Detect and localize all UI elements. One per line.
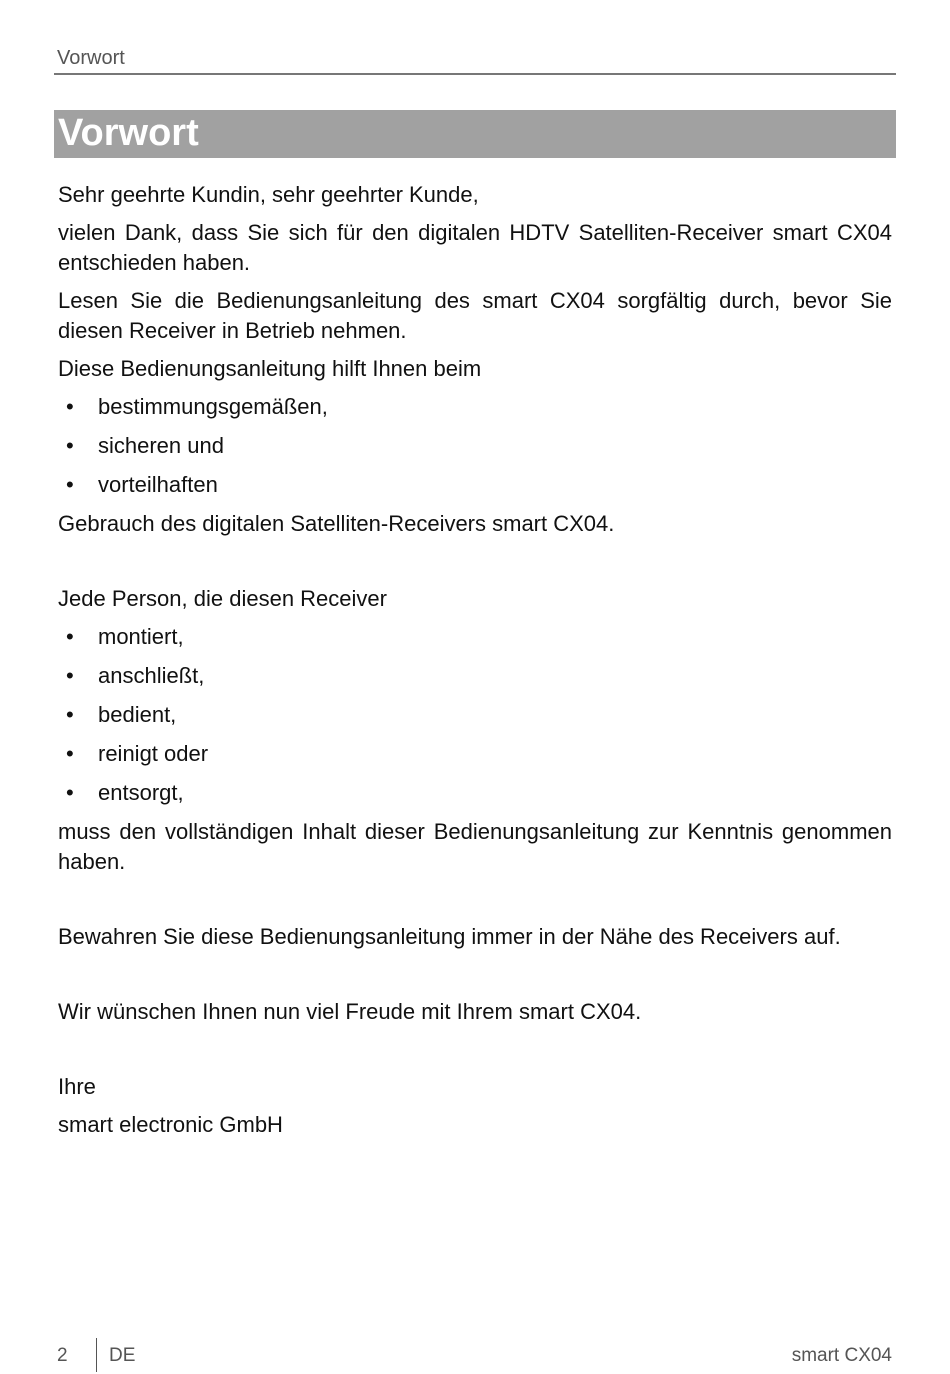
helps-outro: Gebrauch des digitalen Satelliten-Receivers smart CX04. bbox=[58, 511, 615, 536]
signature: smart electronic GmbH bbox=[58, 1112, 283, 1137]
list-item: • entsorgt, bbox=[58, 778, 892, 808]
list-item: • bestimmungsgemäßen, bbox=[58, 392, 892, 422]
page-number: 2 bbox=[57, 1345, 68, 1366]
wish-paragraph: Wir wünschen Ihnen nun viel Freude mit Ihrem smart CX04. bbox=[58, 999, 642, 1024]
section-title-bar bbox=[54, 110, 896, 158]
bullet-icon: • bbox=[66, 663, 74, 688]
helps-intro: Diese Bedienungsanleitung hilft Ihnen beim bbox=[58, 356, 482, 381]
list-item: • anschließt, bbox=[58, 661, 892, 691]
bullet-icon: • bbox=[66, 702, 74, 727]
list-item: • montiert, bbox=[58, 622, 892, 652]
product-name: smart CX04 bbox=[791, 1345, 892, 1366]
bullet-icon: • bbox=[66, 472, 74, 497]
closing: Ihre bbox=[58, 1074, 96, 1099]
list-item: • vorteilhaften bbox=[58, 470, 892, 500]
helps-list bbox=[58, 392, 892, 500]
thanks-paragraph: vielen Dank, dass Sie sich für den digitalen HDTV Satelliten-Receiver smart CX04 entschieden haben. bbox=[58, 220, 892, 275]
bullet-icon: • bbox=[66, 741, 74, 766]
person-list bbox=[58, 622, 892, 808]
footer-divider bbox=[96, 1338, 97, 1372]
list-item: • reinigt oder bbox=[58, 739, 892, 769]
salutation: Sehr geehrte Kundin, sehr geehrter Kunde, bbox=[58, 182, 479, 207]
bullet-icon: • bbox=[66, 433, 74, 458]
list-item: • sicheren und bbox=[58, 431, 892, 461]
header-rule bbox=[54, 73, 896, 75]
bullet-icon: • bbox=[66, 394, 74, 419]
section-title: Vorwort bbox=[58, 112, 199, 154]
bullet-icon: • bbox=[66, 624, 74, 649]
person-intro: Jede Person, die diesen Receiver bbox=[58, 586, 387, 611]
read-manual-paragraph: Lesen Sie die Bedienungsanleitung des smart CX04 sorgfältig durch, bevor Sie diesen Receiver in Betrieb nehmen. bbox=[58, 288, 892, 343]
person-outro: muss den vollständigen Inhalt dieser Bedienungsanleitung zur Kenntnis genommen haben. bbox=[58, 819, 892, 874]
running-header: Vorwort bbox=[57, 47, 125, 69]
bullet-icon: • bbox=[66, 780, 74, 805]
language-label: DE bbox=[109, 1345, 136, 1366]
list-item: • bedient, bbox=[58, 700, 892, 730]
keep-manual-paragraph: Bewahren Sie diese Bedienungsanleitung immer in der Nähe des Receivers auf. bbox=[58, 924, 841, 949]
document-body bbox=[58, 180, 892, 1148]
